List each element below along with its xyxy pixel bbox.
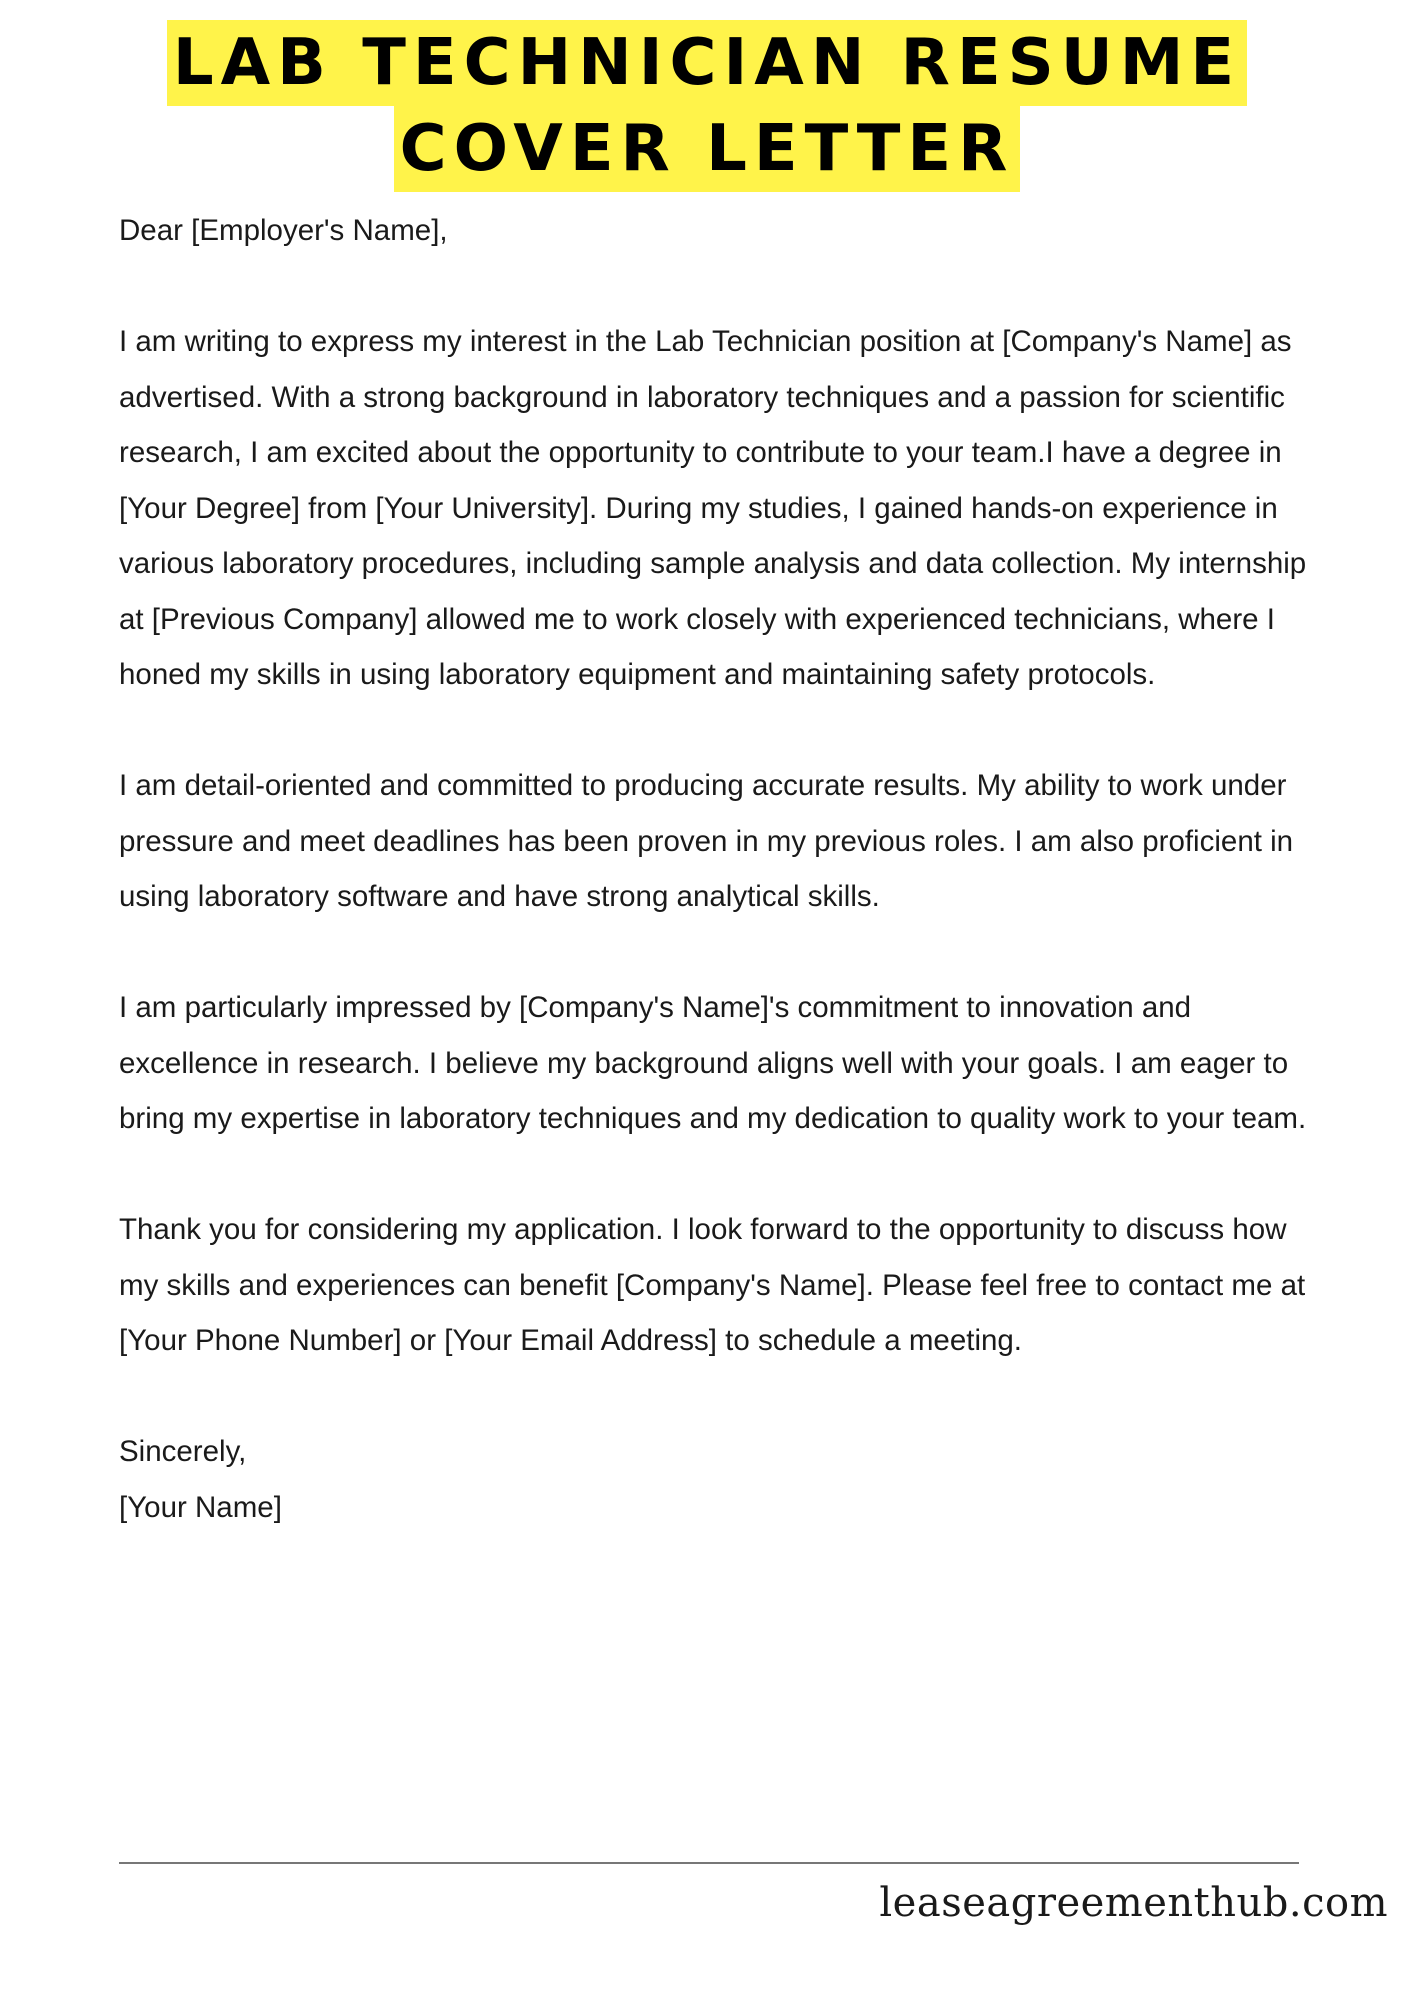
- page-title: [0, 20, 1414, 192]
- title-line-2: COVER LETTER: [394, 106, 1021, 192]
- footer-brand: leaseagreementhub.com: [879, 1880, 1388, 1926]
- title-line-1: LAB TECHNICIAN RESUME: [167, 20, 1247, 106]
- paragraph-closing: Thank you for considering my application. I look forward to the opportunity to discuss how my skills and experiences can benefit [Company's Name]. Please feel free to contact me at [Your Phone Number] or [Your Email Address] to schedule a meeting.: [119, 1213, 1306, 1357]
- paragraph-intro: I am writing to express my interest in the Lab Technician position at [Company's Name] as advertised. With a strong background in laboratory techniques and a passion for scientific research, I am excited about the opportunity to contribute to your team.I have a degree in [Your Degree] from [Your University]. During my studies, I gained hands-on experience in various laboratory procedures, including sample analysis and data collection. My internship at [Previous Company] allowed me to work closely with experienced technicians, where I honed my skills in using laboratory equipment and maintaining safety protocols.: [119, 325, 1307, 691]
- salutation: Dear [Employer's Name],: [119, 214, 448, 247]
- signature-name: [Your Name]: [119, 1490, 282, 1524]
- closing-line: Sincerely,: [119, 1435, 247, 1468]
- paragraph-company: I am particularly impressed by [Company's Name]'s commitment to innovation and excellence in research. I believe my background aligns well with your goals. I am eager to bring my expertise in laboratory techniques and my dedication to quality work to your team.: [119, 991, 1307, 1135]
- paragraph-skills: I am detail-oriented and committed to producing accurate results. My ability to work under pressure and meet deadlines has been proven in my previous roles. I am also proficient in using laboratory software and have strong analytical skills.: [119, 769, 1294, 913]
- footer-divider: [119, 1862, 1299, 1864]
- letter-body: [119, 203, 1309, 1535]
